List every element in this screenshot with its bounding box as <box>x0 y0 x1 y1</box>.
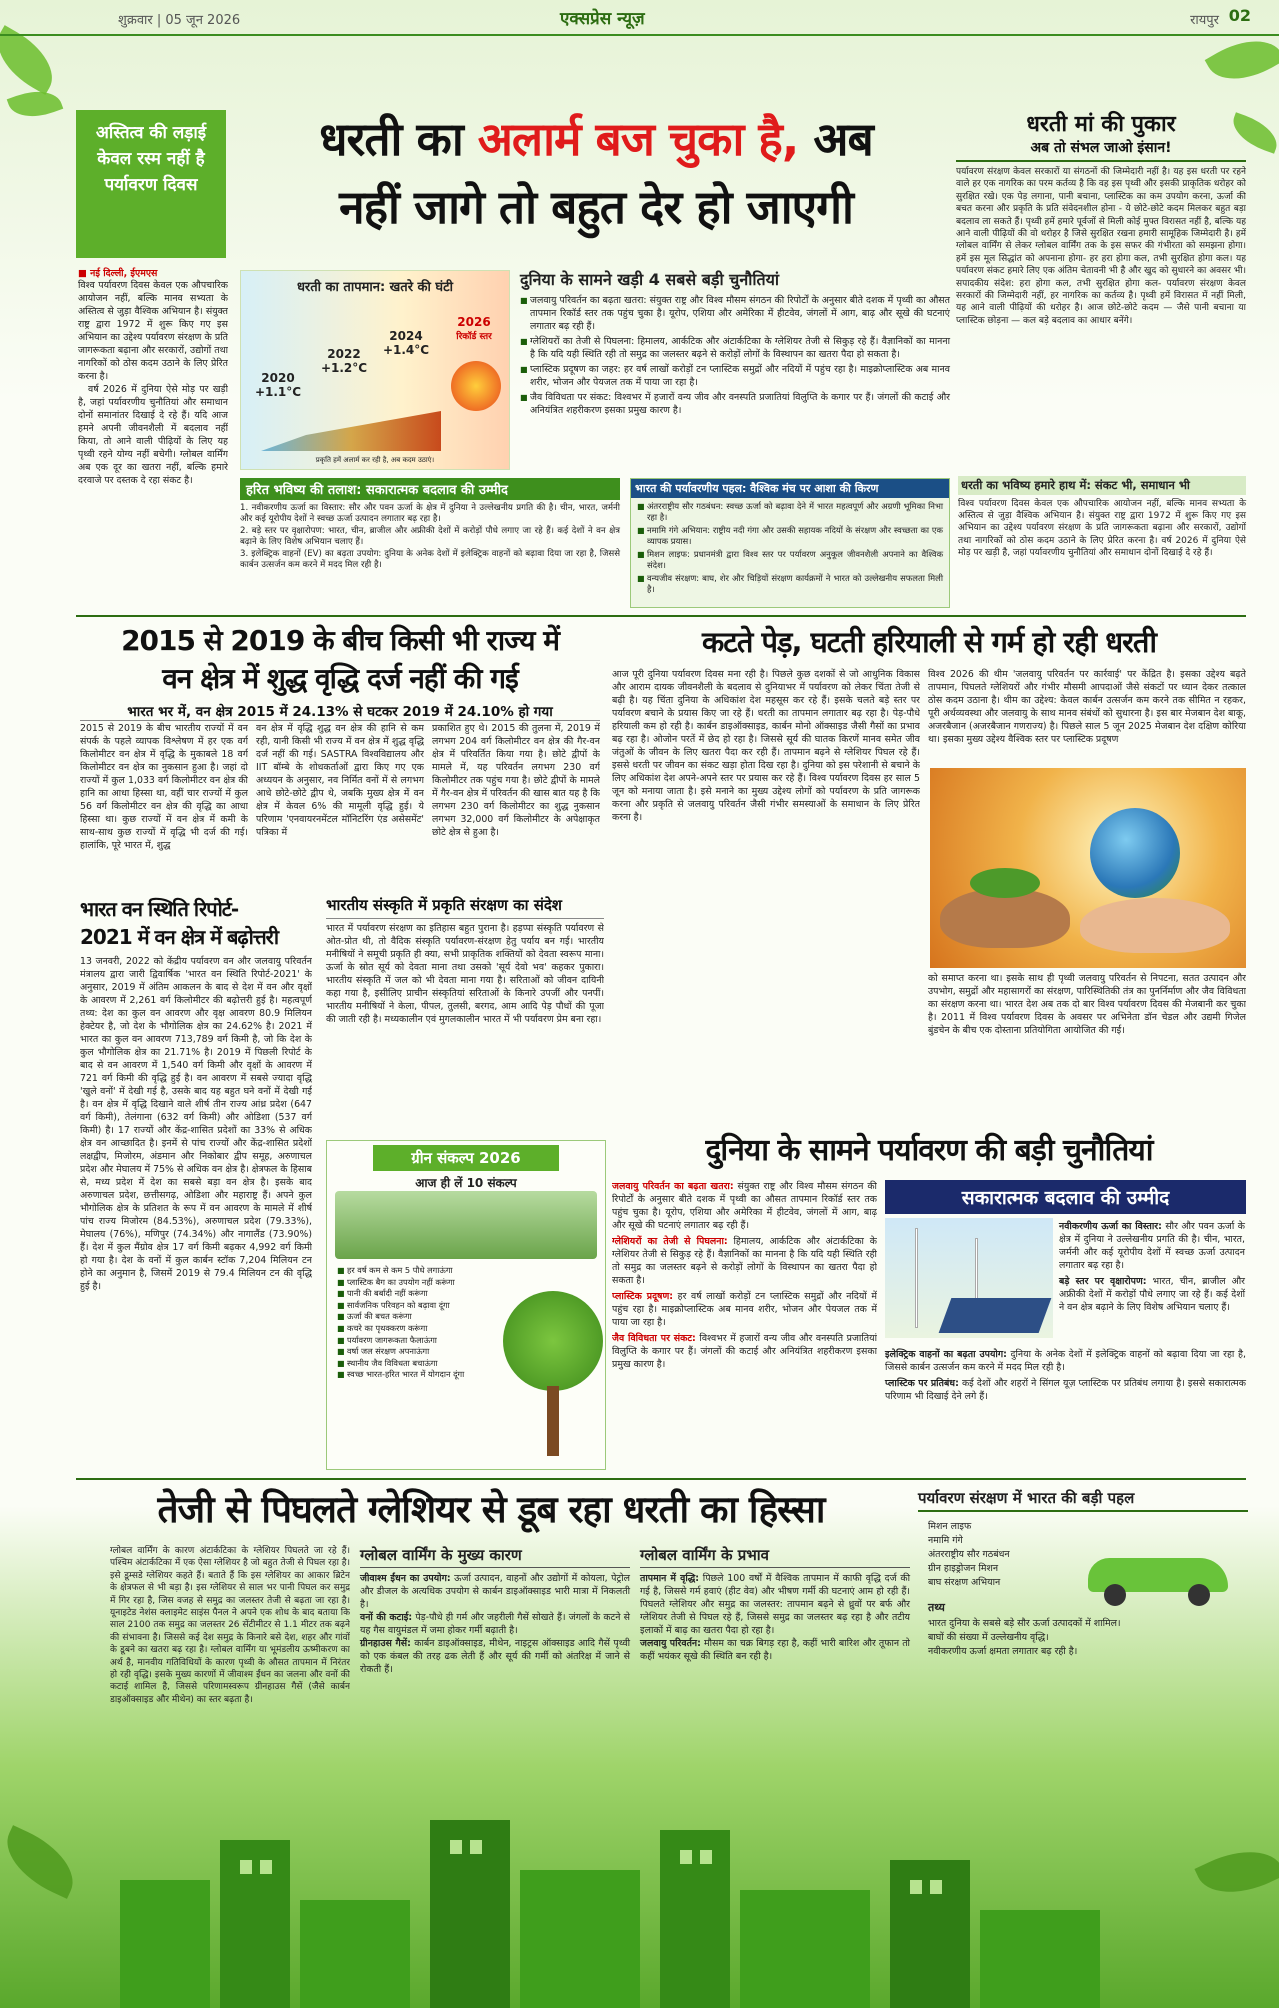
building-icon <box>520 1870 640 2008</box>
india-initiative-title: भारत की पर्यावरणीय पहल: वैश्विक मंच पर आशा की किरण <box>631 479 949 498</box>
forest-col3: प्रकाशित हुए थे। 2015 की तुलना में, 2019 में लगभग 204 वर्ग किलोमीटर वन क्षेत्र की गैर-वन क्षेत्र में परिवर्तित किया गया है। छोटे द्वीपों के मामले में, यह परिवर्तन लगभग 230 वर्ग किलोमीटर तक पहुंच गया है। छोटे द्वीपों के मामले में गैर-वन क्षेत्र में परिवर्तन की खास बात यह है कि लगभग 230 वर्ग किलोमीटर का शुद्ध नुकसान लगभग 32,000 वर्ग किलोमीटर के अपेक्षाकृत छोटे क्षेत्र से हुआ है। <box>432 723 600 838</box>
india-big-title: पर्यावरण संरक्षण में भारत की बड़ी पहल <box>918 1488 1248 1512</box>
city: रायपुर <box>1190 13 1219 28</box>
temperature-trend-graphic <box>261 411 441 451</box>
earth-globe-icon <box>1090 808 1180 898</box>
issue-date: शुक्रवार | 05 जून 2026 <box>118 13 241 28</box>
india-initiative <box>630 478 950 608</box>
india-big-item: ग्रीन हाइड्रोजन मिशन <box>928 1563 999 1574</box>
pledge-item: ■ पर्यावरण जागरूकता फैलाऊंगा <box>337 1335 497 1347</box>
india-big-item: बाघ संरक्षण अभियान <box>928 1577 1001 1588</box>
pledge-item: ■ स्वच्छ भारत-हरित भारत में योगदान दूंगा <box>337 1369 497 1381</box>
green-city-skyline <box>0 1800 1279 2008</box>
mother-earth-body: पर्यावरण संरक्षण केवल सरकारों या संगठनों की जिम्मेदारी नहीं है। यह इस धरती पर रहने वाले हर एक नागरिक का परम कर्तव्य है कि वह इस पृथ्वी और इसकी प्राकृतिक धरोहर को सुरक्षित रखे। एक पेड़ लगाना, पानी बचाना, प्लास्टिक का कम उपयोग करना, ऊर्जा की बचत करना और प्रकृति के प्रति संवेदनशील होना - ये छोटे-छोटे कदम मिलकर बहुत बड़ा बदलाव ला सकते हैं। पृथ्वी हमें हमारे पूर्वजों से मिली कोई मुफ्त विरासत नहीं है, बल्कि यह आने वाली पीढ़ियों की वो धरोहर है जिसे सुरक्षित रखना हमारी सामूहिक जिम्मेदारी है। हमें ग्लोबल वार्मिंग से लेकर ग्लोबल वार्मिंग तक के इस सफर की गंभीरता को समझना होगा। हमें इस मूल सिद्धांत को अपनाना होगा- हर हरा होगा कल, तभी सुरक्षित होगा कल। यह पर्यावरण संकट हमारे लिए एक अंतिम चेतावनी भी है और खुद को सुधारने का अवसर भी। सपादकीय संदेश: हरा होगा कल, तभी सुरक्षित होगा कल- पर्यावरण संरक्षण केवल सरकारों की जिम्मेदारी नहीं, हर नागरिक का कर्तव्य है। पृथ्वी हमें विरासत में नहीं मिली, यह आने वाली पीढ़ियों की धरोहर है। आज छोटे-छोटे कदम — जैसे पानी बचाना या प्लास्टिक छोड़ना — कल बड़े बदलाव का आधार बनेंगे। <box>956 167 1246 326</box>
building-icon <box>120 1880 210 2008</box>
challenge-item: ■ जैव विविधता पर संकट: विश्वभर में हजारों वन्य जीव और वनस्पति प्रजातियां विलुप्ति के कगार पर हैं। जंगलों की कटाई और अनियंत्रित शहरीकरण इसका प्रमुख कारण है। <box>520 391 950 417</box>
positive-items-bottom <box>885 1348 1246 1403</box>
heat-col2: विश्व 2026 की थीम 'जलवायु परिवर्तन पर कार्रवाई' पर केंद्रित है। इसका उद्देश्य बढ़ते तापमान, पिघलते ग्लेशियरों और गंभीर मौसमी आपदाओं जैसे संकटों पर ध्यान देकर तत्काल ठोस कदम उठाना है। थीम का उद्देश्य: केवल कार्बन उत्सर्जन कम करने तक सीमित न रहकर, पूरी अर्थव्यवस्था और जलवायु के साथ मानव संबंधों को सुधारना है। इस बार मेजबान देश बाकू, अजरबैजान (अजरबैजान गणराज्य) है। पिछले साल 5 जून 2025 मेजबान देश दक्षिण कोरिया था। इसका मुख्य उद्देश्य वैश्विक स्तर पर प्लास्टिक प्रदूषण <box>928 669 1246 745</box>
india-big-item: नमामि गंगे <box>928 1535 963 1546</box>
building-icon <box>980 1910 1100 2008</box>
heat-col3: को समाप्त करना था। इसके साथ ही पृथ्वी जलवायु परिवर्तन से निपटना, सतत उत्पादन और उपभोग, समुद्रों और महासागरों का संरक्षण, पारिस्थितिकी तंत्र का पुनर्निर्माण और जैव विविधता का संरक्षण करना था। भारत देश अब तक दो बार विश्व पर्यावरण दिवस की मेजबानी कर चुका है। 2011 में विश्व पर्यावरण दिवस के अवसर पर अभिनेता डॉन चेडल और उद्यमी गिजेल बुंडचेन के बीच एक दोस्ताना प्रतियोगिता आयोजित की गई। <box>928 973 1246 1036</box>
culture-story <box>326 895 604 1135</box>
building-icon <box>220 1840 290 2008</box>
building-icon <box>740 1890 870 2008</box>
solar-panel-icon <box>939 1298 1052 1333</box>
building-icon <box>300 1900 410 2008</box>
temperature-title: धरती का तापमान: खतरे की घंटी <box>296 280 454 295</box>
challenge-item: ■ जलवायु परिवर्तन का बढ़ता खतरा: संयुक्त राष्ट्र और विश्व मौसम संगठन की रिपोर्टों के अनुसार बीते दशक में पृथ्वी का औसत तापमान रिकॉर्ड स्तर तक पहुंच चुका है। यूरोप, एशिया और अमेरिका में हीटवेव, जंगलों में आग, बाढ़ और सूखे की घटनाएं लगातार बढ़ रही हैं। <box>520 294 950 333</box>
green-pledge-title: ग्रीन संकल्प 2026 <box>373 1145 559 1171</box>
tree-icon <box>503 1291 603 1391</box>
india-big-item: मिशन लाइफ <box>928 1521 972 1532</box>
mother-earth-subtitle: अब तो संभल जाओ इंसान! <box>956 138 1246 162</box>
pledge-item: ■ कचरे का पृथक्करण करूंगा <box>337 1323 497 1335</box>
windmill-icon <box>915 1228 918 1328</box>
four-challenges <box>520 268 950 468</box>
challenge-item: ■ ग्लेशियरों का तेजी से पिघलना: हिमालय, आर्कटिक और अंटार्कटिका के ग्लेशियर तेजी से सिकुड़ रहे हैं। वैज्ञानिकों का मानना है कि यदि यही स्थिति रही तो समुद्र का जलस्तर बढ़ने से करोड़ों लोगों के विस्थापन का खतरा पैदा हो सकता है। <box>520 335 950 361</box>
env-challenge-item: जैव विविधता पर संकट: विश्वभर में हजारों वन्य जीव और वनस्पति प्रजातियां विलुप्ति के कगार पर हैं। जंगलों की कटाई और अनियंत्रित शहरीकरण इसका प्रमुख कारण है। <box>612 1333 877 1370</box>
mother-earth-title: धरती मां की पुकार <box>1026 112 1176 137</box>
windmill-solar-photo <box>885 1218 1053 1338</box>
env-challenge-item: प्लास्टिक प्रदूषण: हर वर्ष लाखों करोड़ों टन प्लास्टिक समुद्रों और नदियों में पहुंच रहा है। माइक्रोप्लास्टिक अब मानव शरीर, भोजन और पेयजल तक में पाया जा रहा है। <box>612 1291 877 1328</box>
facts-title: तथ्य <box>928 1601 945 1614</box>
green-pledge-subtitle: आज ही लें 10 संकल्प <box>415 1176 517 1190</box>
positive-item: इलेक्ट्रिक वाहनों का बढ़ता उपयोग: दुनिया के अनेक देशों में इलेक्ट्रिक वाहनों को बढ़ावा दिया जा रहा है, जिससे कार्बन उत्सर्जन कम करने में मदद मिल रही है। <box>885 1349 1246 1373</box>
four-challenges-title: दुनिया के सामने खड़ी 4 सबसे बड़ी चुनौतियां <box>520 270 780 289</box>
temp-2026: 2026 रिकॉर्ड स्तर <box>456 315 492 342</box>
burning-earth-icon <box>451 361 501 411</box>
forest-col1: 2015 से 2019 के बीच भारतीय राज्यों में वन संपर्क के पहले व्यापक विश्लेषण में हर एक वर्ग किलोमीटर वन क्षेत्र में वृद्धि के मुकाबले 18 वर्ग किलोमीटर वन क्षेत्र का नुकसान हुआ है। जहां दो राज्यों में कुल 1,033 वर्ग किलोमीटर वन क्षेत्र की हानि का आधा हिस्सा था, वहीं चार राज्यों में कुल 56 वर्ग किलोमीटर वन क्षेत्र की वृद्धि का आधा हिस्सा था। कुछ राज्यों में वन क्षेत्र में कमी के साथ-साथ कुछ राज्यों में वृद्धि भी दर्ज की गई। हालांकि, पूरे भारत में, शुद्ध <box>80 723 248 851</box>
temp-2020: 2020 +1.1°C <box>254 371 302 399</box>
gw-causes <box>360 1545 630 1825</box>
initiative-item: ■ वन्यजीव संरक्षण: बाघ, शेर और चिड़ियों संरक्षण कार्यक्रमों ने भारत को उल्लेखनीय सफलता मिली है। <box>637 573 943 595</box>
divider <box>76 615 1246 617</box>
env-challenge-item: जलवायु परिवर्तन का बढ़ता खतरा: संयुक्त राष्ट्र और विश्व मौसम संगठन की रिपोर्टों के अनुसार बीते दशक में पृथ्वी का औसत तापमान रिकॉर्ड स्तर तक पहुंच चुका है। यूरोप, एशिया और अमेरिका में हीटवेव, जंगलों में आग, बाढ़ और सूखे की घटनाएं लगातार बढ़ रही हैं। <box>612 1181 877 1231</box>
fact-item: बाघों की संख्या में उल्लेखनीय वृद्धि। <box>928 1632 1049 1643</box>
earth-future-title: धरती का भविष्य हमारे हाथ में: संकट भी, समाधान भी <box>958 476 1246 495</box>
pledge-item: ■ वर्षा जल संरक्षण अपनाऊंगा <box>337 1346 497 1358</box>
positive-item: नवीकरणीय ऊर्जा का विस्तार: सौर और पवन ऊर्जा के क्षेत्र में दुनिया ने उल्लेखनीय प्रगति की है। चीन, भारत, जर्मनी और कई यूरोपीय देशों में स्वच्छ ऊर्जा उत्पादन लगातार बढ़ रहा है। <box>1059 1221 1245 1271</box>
forest-report-headline: भारत वन स्थिति रिपोर्ट- 2021 में वन क्षेत्र में बढ़ोत्तरी <box>80 897 279 949</box>
glacier-headline: तेजी से पिघलते ग्लेशियर से डूब रहा धरती का हिस्सा <box>157 1488 825 1531</box>
building-icon <box>660 1830 730 2008</box>
masthead: एक्सप्रेस न्यूज़ <box>560 9 645 29</box>
positive-change-title: सकारात्मक बदलाव की उम्मीद <box>885 1180 1246 1214</box>
culture-body: भारत में पर्यावरण संरक्षण का इतिहास बहुत पुराना है। हड़प्पा संस्कृति पर्यावरण से ओत-प्रोत थी, तो वैदिक संस्कृति पर्यावरण-संरक्षण हेतु पर्याय बन गई। भारतीय मनीषियों ने समूची प्रकृति ही क्या, सभी प्राकृतिक शक्तियों को देवता स्वरूप माना। ऊर्जा के स्रोत सूर्य को देवता माना तथा उसको 'सूर्य देवो भव' कहकर पुकारा। भारतीय संस्कृति में जल को भी देवता माना गया है। सरिताओं को जीवन दायिनी कहा गया है, इसीलिए प्राचीन संस्कृतियां सरिताओं के किनारे उपजीं और पनपीं। भारतीय मनीषियों ने केला, पीपल, तुलसी, बरगद, आम आदि पेड़ पौधों की पूजा की जाती रही है। मध्यकालीन एवं मुगलकालीन भारत में भी पर्यावरण प्रेम बना रहा। <box>326 923 604 1025</box>
env-challenges-headline: दुनिया के सामने पर्यावरण की बड़ी चुनौतियां <box>705 1133 1153 1168</box>
intro-p1: विश्व पर्यावरण दिवस केवल एक औपचारिक आयोजन नहीं, बल्कि मानव सभ्यता के अस्तित्व से जुड़ा वैश्विक अभियान है। संयुक्त राष्ट्र द्वारा 1972 में शुरू किए गए इस अभियान का उद्देश्य पर्यावरण संरक्षण के प्रति जागरूकता बढ़ाना और सरकारों, उद्योगों तथा नागरिकों को ठोस कदम उठाने के लिए प्रेरित करना है। <box>78 280 228 382</box>
india-big-item: अंतरराष्ट्रीय सौर गठबंधन <box>928 1549 1010 1560</box>
gw-cause-item: ग्रीनहाउस गैसें: कार्बन डाइऑक्साइड, मीथेन, नाइट्रस ऑक्साइड आदि गैसें पृथ्वी को एक कंबल की तरह ढक लेती हैं और सूर्य की गर्मी को अंतरिक्ष में जाने से रोकती हैं। <box>360 1638 630 1675</box>
window <box>930 1880 942 1894</box>
temperature-caption: प्रकृति हमें अलार्म कर रही है, अब कदम उठाएं। <box>315 456 435 464</box>
culture-title: भारतीय संस्कृति में प्रकृति संरक्षण का संदेश <box>326 895 604 919</box>
gw-effect-item: तापमान में वृद्धि: पिछले 100 वर्षों में वैश्विक तापमान में काफी वृद्धि दर्ज की गई है, जिससे गर्म हवाएं (हीट वेव) और भीषण गर्मी की घटनाएं आम हो रही हैं। पिघलते ग्लेशियर और समुद्र का जलस्तर: तापमान बढ़ने से ध्रुवों पर बर्फ और ग्लेशियर तेजी से पिघल रहे हैं, जिससे समुद्र का जलस्तर बढ़ रहा है और तटीय इलाकों में बाढ़ का खतरा पैदा हो रहा है। <box>640 1573 910 1636</box>
forest-col2: वन क्षेत्र में वृद्धि शुद्ध वन क्षेत्र की हानि से कम रही, यानी किसी भी राज्य में वन क्षेत्र में शुद्ध वृद्धि दर्ज नहीं की गई। SASTRA विश्वविद्यालय और IIT बॉम्बे के शोधकर्ताओं द्वारा किए गए एक अध्ययन के अनुसार, नव निर्मित वनों में से लगभग आधे छोटे-छोटे द्वीप थे, जबकि मुख्य क्षेत्र में वन क्षेत्र में केवल 6% की मामूली वृद्धि हुई। ये परिणाम 'एनवायरनमेंटल मॉनिटरिंग एंड असेसमेंट' पत्रिका में <box>256 723 424 838</box>
ev-car-graphic <box>1078 1528 1238 1608</box>
fact-item: नवीकरणीय ऊर्जा क्षमता लगातार बढ़ रही है। <box>928 1646 1078 1657</box>
env-challenges-list <box>612 1180 877 1470</box>
divider <box>76 1478 1246 1480</box>
green-future-item: 1. नवीकरणीय ऊर्जा का विस्तार: सौर और पवन ऊर्जा के क्षेत्र में दुनिया ने उल्लेखनीय प्रगति की है। चीन, भारत, जर्मनी और कई यूरोपीय देशों ने स्वच्छ ऊर्जा उत्पादन लगातार बढ़ रहा है। <box>240 503 620 525</box>
window <box>240 1860 252 1874</box>
mother-earth-box <box>956 108 1246 468</box>
positive-item: प्लास्टिक पर प्रतिबंध: कई देशों और शहरों ने सिंगल यूज़ प्लास्टिक पर प्रतिबंध लगाया है। इससे सकारात्मक परिणाम भी दिखाई देने लगे हैं। <box>885 1378 1246 1402</box>
intro-column <box>78 266 228 616</box>
heat-col1: आज पूरी दुनिया पर्यावरण दिवस मना रही है। पिछले कुछ दशकों से जो आधुनिक विकास और आराम दायक जीवनशैली के बदलाव से दुनियाभर में पर्यावरण को लेकर चिंता तेजी से बढ़ी है। यह चिंता दुनिया के अधिकांश देश महसूस कर रहे हैं। इसके चलते बड़े स्तर पर पर्यावरण बचाने के प्रयास किए जा रहे हैं। धरती का तापमान लगातार बढ़ रहा है। पेड़-पौधे हरियाली कम हो रही है। कार्बन डाइऑक्साइड, कार्बन मोनो ऑक्साइड जैसी गैसों का प्रभाव बढ़ रहा है। ओजोन परतें में छेद हो रहा है। जिससे सूर्य की घातक किरणें मानव समेत जीव जंतुओं के जीवन के लिए खतरा पैदा कर रही हैं। तापमान बढ़ने से ग्लेशियर पिघल रहे हैं। इससे धरती पर जीवन का संकट खड़ा होता दिख रहा है। दुनिया को इस परेशानी से बचाने के लिए अधिकांश देश अपने-अपने स्तर पर प्रयास कर रहे हैं। विश्व पर्यावरण दिवस हर साल 5 जून को मनाया जाता है। इसे मनाने का मुख्य उद्देश्य लोगों को पर्यावरण के प्रति जागरूक करना और प्रकृति से जलवायु परिवर्तन जैसी गंभीर समस्याओं के समाधान के लिए प्रेरित करना है। <box>612 669 920 823</box>
glacier-body: ग्लोबल वार्मिंग के कारण अंटार्कटिका के ग्लेशियर पिघलते जा रहे हैं। पश्चिम अंटार्कटिका में एक ऐसा ग्लेशियर है जो बहुत तेजी से पिघल रहा है। इसे डूम्सडे ग्लेशियर कहते हैं। बताते हैं कि इस ग्लेशियर का आकार ब्रिटेन के क्षेत्रफल से भी बड़ा है। इस ग्लेशियर से साल भर पानी पिघल कर समुद्र में गिर रहा है, जिस वजह से समुद्र का जलस्तर तेजी से बढ़ता जा रहा है। यूनाइटेड नेशंस क्लाइमेट साइंस पैनल ने अपने एक शोध के बाद बताया कि साल 2100 तक समुद्र का जलस्तर 26 सेंटीमीटर से 1.1 मीटर तक बढ़ने की संभावना है। जिससे कई देश समुद्र के किनारे बसे देश, शहर और गांवों के डूबने का खतरा बढ़ रहा है। ग्लोबल वार्मिंग या भूमंडलीय ऊष्मीकरण का अर्थ है, मानवीय गतिविधियों के कारण पृथ्वी के औसत तापमान में निरंतर हो रही वृद्धि। इसके मुख्य कारणों में जीवाश्म ईंधन का जलना और वनों की कटाई शामिल है, जिससे परिणामस्वरूप ग्रीनहाउस गैसें (जैसे कार्बन डाइऑक्साइड और मीथेन) का स्तर बढ़ता है। <box>110 1546 350 1705</box>
intro-p2: वर्ष 2026 में दुनिया ऐसे मोड़ पर खड़ी है, जहां पर्यावरणीय चुनौतियां और समाधान दोनों समानांतर दिखाई दे रहे हैं। यदि आज हमने अपनी जीवनशैली में बदलाव नहीं किया, तो आने वाली पीढ़ियों के लिए यह पृथ्वी रहने योग्य नहीं बचेगी। ग्लोबल वार्मिंग अब एक दूर का खतरा नहीं, बल्कि हमारे दरवाजे पर दस्तक दे रहा संकट है। <box>78 384 228 486</box>
green-future-item: 3. इलेक्ट्रिक वाहनों (EV) का बढ़ता उपयोग: दुनिया के अनेक देशों में इलेक्ट्रिक वाहनों को बढ़ावा दिया जा रहा है, जिससे कार्बन उत्सर्जन कम करने में मदद मिल रही है। <box>240 548 621 571</box>
forest-report-body: 13 जनवरी, 2022 को केंद्रीय पर्यावरण वन और जलवायु परिवर्तन मंत्रालय द्वारा जारी द्विवार्षिक 'भारत वन स्थिति रिपोर्ट-2021' के अनुसार, 2019 में अंतिम आकलन के बाद से देश में वन और वृक्षों के आवरण में 2,261 वर्ग किलोमीटर की बढ़ोत्तरी हुई है। महत्वपूर्ण तथ्य: देश का कुल वन आवरण और वृक्ष आवरण 80.9 मिलियन हेक्टेयर है, जो देश के भौगोलिक क्षेत्र का 24.62% है। 2021 में भारत का कुल वन आवरण 713,789 वर्ग किमी है, जो कि देश के कुल भौगोलिक क्षेत्र का 21.71% है। 2019 में पिछली रिपोर्ट के बाद से वन आवरण में 1,540 वर्ग किमी और वृक्षों के आवरण में 721 वर्ग किमी की वृद्धि हुई है। वन आवरण में सबसे ज्यादा वृद्धि 'खुले वनों' में देखी गई है, उसके बाद यह बहुत घने वनों में देखी गई है। वन क्षेत्र में वृद्धि दिखाने वाले शीर्ष तीन राज्य आंध्र प्रदेश (647 वर्ग किमी), तेलंगाना (632 वर्ग किमी) और ओडिशा (537 वर्ग किमी) है। 17 राज्यों और केंद्र-शासित प्रदेशों का 33% से अधिक क्षेत्र वन आच्छादित है। इनमें से पांच राज्यों और केंद्र-शासित प्रदेशों लक्षद्वीप, मिजोरम, अंडमान और निकोबार द्वीप समूह, अरुणाचल प्रदेश और मेघालय में 75% से अधिक वन क्षेत्र है। क्षेत्रफल के हिसाब से, मध्य प्रदेश में देश का सबसे बड़ा वन क्षेत्र है। इसके बाद अरुणाचल प्रदेश, छत्तीसगढ़, ओडिशा और महाराष्ट्र हैं। अपने कुल भौगोलिक क्षेत्र के प्रतिशत के रूप में वन आवरण के मामले में शीर्ष पांच राज्य मिजोरम (84.53%), अरुणाचल प्रदेश (79.33%), मेघालय (76%), मणिपुर (74.34%) और नागालैंड (73.90%) हैं। देश में कुल मैंग्रोव क्षेत्र 17 वर्ग किमी बढ़कर 4,992 वर्ग किमी हो गया है। देश के वनों में कुल कार्बन स्टॉक 7,204 मिलियन टन होने का अनुमान है, जिसमें 2019 से 79.4 मिलियन टन की वृद्धि हुई है। <box>80 956 312 1292</box>
wheel-icon <box>1104 1584 1126 1606</box>
tree-trunk <box>547 1386 559 1456</box>
hands-earth-photo <box>930 768 1246 968</box>
green-future-title: हरित भविष्य की तलाश: सकारात्मक बदलाव की उम्मीद <box>240 478 620 500</box>
forest-subtitle: भारत भर में, वन क्षेत्र 2015 में 24.13% से घटकर 2019 में 24.10% हो गया <box>80 702 600 721</box>
window <box>450 1840 462 1854</box>
facts-list <box>928 1617 1248 1659</box>
sapling-icon <box>970 868 1040 898</box>
pledge-item: ■ सार्वजनिक परिवहन को बढ़ावा दूंगा <box>337 1300 497 1312</box>
window <box>910 1880 922 1894</box>
pledge-item: ■ पानी की बर्बादी नहीं करूंगा <box>337 1288 497 1300</box>
env-challenge-item: ग्लेशियरों का तेजी से पिघलना: हिमालय, आर्कटिक और अंटार्कटिका के ग्लेशियर तेजी से सिकुड़ रहे हैं। वैज्ञानिकों का मानना है कि यदि यही स्थिति रही तो समुद्र का जलस्तर बढ़ने से करोड़ों लोगों के विस्थापन का खतरा पैदा हो सकता है। <box>612 1236 877 1286</box>
window <box>260 1860 272 1874</box>
gw-cause-item: वनों की कटाई: पेड़-पौधे ही गर्म और जहरीली गैसें सोखते हैं। जंगलों के कटने से यह गैस वायुमंडल में जमा होकर गर्मी बढ़ाती है। <box>360 1612 630 1636</box>
hand-shape <box>1080 898 1230 953</box>
initiative-item: ■ अंतरराष्ट्रीय सौर गठबंधन: स्वच्छ ऊर्जा को बढ़ावा देने में भारत महत्वपूर्ण और अग्रणी भूमिका निभा रहा है। <box>637 501 943 523</box>
window <box>470 1840 482 1854</box>
temp-2024: 2024 +1.4°C <box>382 329 430 357</box>
heat-headline: कटते पेड़, घटती हरियाली से गर्म हो रही धरती <box>702 625 1156 659</box>
gw-causes-title: ग्लोबल वार्मिंग के मुख्य कारण <box>360 1545 630 1568</box>
gw-effect-item: जलवायु परिवर्तन: मौसम का चक्र बिगड़ रहा है, कहीं भारी बारिश और तूफान तो कहीं भयंकर सूखे की स्थिति बन रही है। <box>640 1638 910 1662</box>
green-future <box>240 478 620 608</box>
positive-change <box>885 1180 1246 1480</box>
earth-future-body: विश्व पर्यावरण दिवस केवल एक औपचारिक आयोजन नहीं, बल्कि मानव सभ्यता के अस्तित्व से जुड़ा वैश्विक अभियान है। संयुक्त राष्ट्र द्वारा 1972 में शुरू किए गए इस अभियान का उद्देश्य पर्यावरण संरक्षण के प्रति जागरूकता बढ़ाना और सरकारों, उद्योगों तथा नागरिकों को ठोस कदम उठाने के लिए प्रेरित करना है। वर्ष 2026 में दुनिया ऐसे मोड़ पर खड़ी है, जहां पर्यावरणीय चुनौतियां और समाधान दोनों दिखाई दे रहे हैं। <box>958 499 1246 558</box>
gw-cause-item: जीवाश्म ईंधन का उपयोग: ऊर्जा उत्पादन, वाहनों और उद्योगों में कोयला, पेट्रोल और डीजल के अत्यधिक उपयोग से कार्बन डाइऑक्साइड भारी मात्रा में निकलती है। <box>360 1573 630 1610</box>
positive-item: बड़े स्तर पर वृक्षारोपण: भारत, चीन, ब्राजील और अफ्रीकी देशों में करोड़ों पौधे लगाए जा रहे हैं। कई देशों ने वन क्षेत्र बढ़ाने के लिए विशेष अभियान चलाए हैं। <box>1059 1276 1246 1313</box>
challenge-item: ■ प्लास्टिक प्रदूषण का जहर: हर वर्ष लाखों करोड़ों टन प्लास्टिक समुद्रों और नदियों में पहुंच रहा है। माइक्रोप्लास्टिक अब मानव शरीर, भोजन और पेयजल तक में पाया जा रहा है। <box>520 363 950 389</box>
initiative-item: ■ मिशन लाइफ: प्रधानमंत्री द्वारा विश्व स्तर पर पर्यावरण अनुकूल जीवनशैली अपनाने का वैश्विक संदेश। <box>637 549 943 571</box>
green-pledge <box>326 1140 606 1470</box>
window <box>680 1850 692 1864</box>
temperature-graphic <box>240 270 510 470</box>
green-future-item: 2. बड़े स्तर पर वृक्षारोपण: भारत, चीन, ब्राजील और अफ्रीकी देशों में करोड़ों पौधे लगाए जा रहे हैं। कई देशों ने वन क्षेत्र बढ़ाने के लिए विशेष अभियान चलाए हैं। <box>240 525 620 548</box>
forest-headline: 2015 से 2019 के बीच किसी भी राज्य में वन क्षेत्र में शुद्ध वृद्धि दर्ज नहीं की गई <box>121 624 559 695</box>
temp-2022: 2022 +1.2°C <box>320 347 368 375</box>
pledge-item: ■ ऊर्जा की बचत करूंगा <box>337 1311 497 1323</box>
window <box>700 1850 712 1864</box>
left-title: अस्तित्व की लड़ाई केवल रस्म नहीं है पर्यावरण दिवस <box>95 123 207 195</box>
initiative-item: ■ नमामि गंगे अभियान: राष्ट्रीय नदी गंगा और उसकी सहायक नदियों के संरक्षण और स्वच्छता का एक व्यापक प्रयास। <box>637 525 943 547</box>
fact-item: भारत दुनिया के सबसे बड़े सौर ऊर्जा उत्पादकों में शामिल। <box>928 1618 1121 1629</box>
pledge-item: ■ हर वर्ष कम से कम 5 पौधे लगाऊंगा <box>337 1265 497 1277</box>
positive-items-right <box>1059 1220 1245 1314</box>
pledge-item: ■ स्थानीय जैव विविधता बचाऊंगा <box>337 1358 497 1370</box>
gw-effects <box>640 1545 910 1825</box>
india-big-initiative <box>918 1488 1248 1808</box>
pledge-list <box>337 1265 497 1381</box>
planting-photo <box>335 1191 597 1259</box>
main-headline: धरती का अलार्म बज चुका है, अब नहीं जागे तो बहुत देर हो जाएगी <box>319 112 873 234</box>
masthead-bar <box>0 0 1279 36</box>
gw-effects-title: ग्लोबल वार्मिंग के प्रभाव <box>640 1545 910 1568</box>
wheel-icon <box>1188 1584 1210 1606</box>
earth-future <box>958 476 1246 611</box>
dateline: ■ नई दिल्ली, ईएमएस <box>78 268 158 279</box>
page-number: 02 <box>1228 6 1251 25</box>
left-title-box <box>76 110 226 258</box>
pledge-item: ■ प्लास्टिक बैग का उपयोग नहीं करूंगा <box>337 1277 497 1289</box>
